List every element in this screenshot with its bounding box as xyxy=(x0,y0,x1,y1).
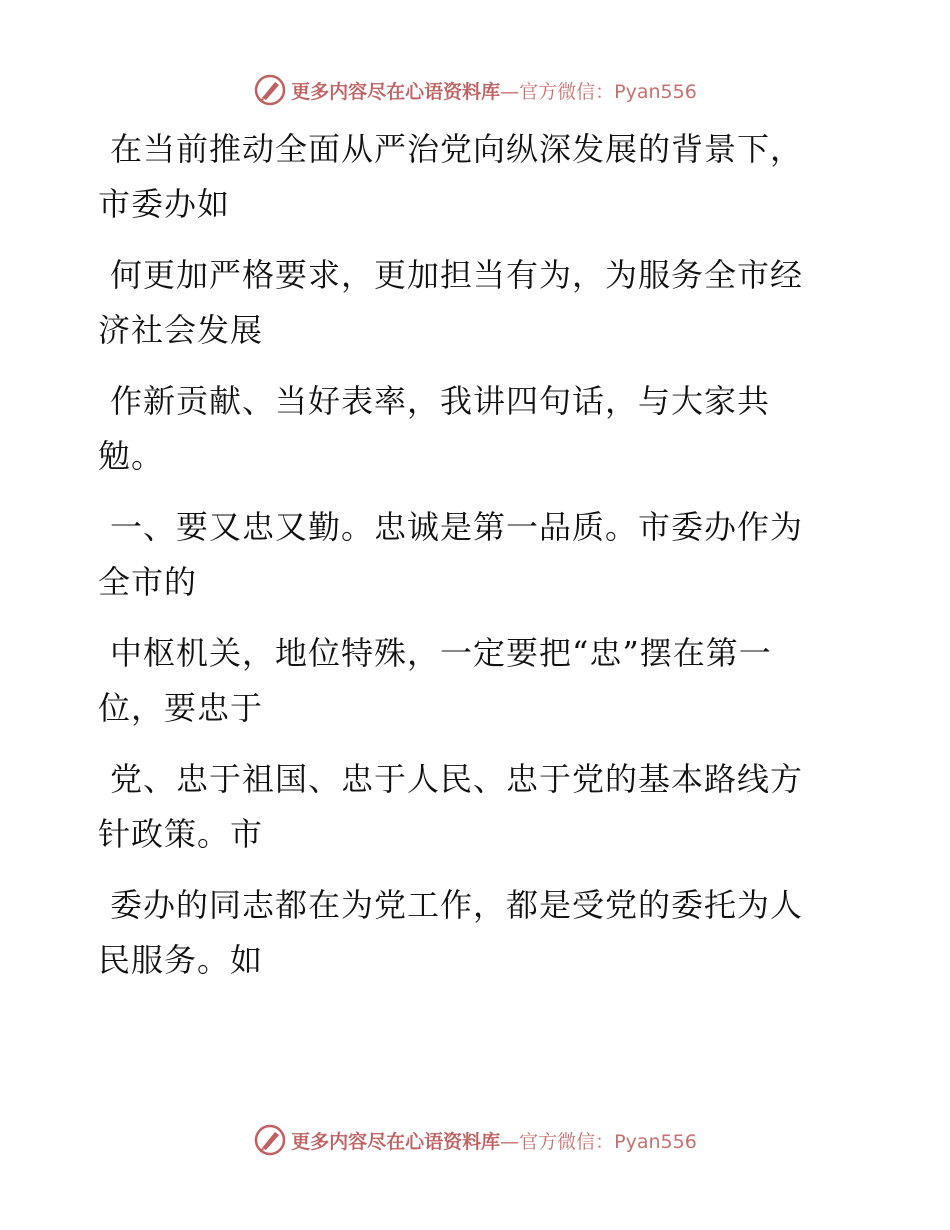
paragraph-line: 何更加严格要求，更加担当有为，为服务全市经 xyxy=(110,256,804,294)
paragraph-line: 委办的同志都在为党工作，都是受党的委托为人 xyxy=(110,886,804,924)
paragraph xyxy=(98,122,858,232)
header-watermark xyxy=(0,70,950,110)
watermark-text: 更多内容尽在心语资料库—官方微信：Pyan556 xyxy=(291,80,697,103)
pen-nib-logo-icon xyxy=(253,73,287,107)
paragraph-line: 作新贡献、当好表率，我讲四句话，与大家共 xyxy=(110,382,771,420)
paragraph xyxy=(98,248,858,358)
paragraph xyxy=(98,626,858,736)
paragraph-line: 济社会发展 xyxy=(98,311,264,349)
paragraph-line: 市委办如 xyxy=(98,185,231,223)
paragraph-line: 在当前推动全面从严治党向纵深发展的背景下， xyxy=(110,130,804,168)
paragraph xyxy=(98,500,858,610)
paragraph-line: 中枢机关，地位特殊，一定要把“忠”摆在第一 xyxy=(110,634,772,672)
paragraph xyxy=(98,878,858,988)
paragraph xyxy=(98,752,858,862)
paragraph-line: 民服务。如 xyxy=(98,941,264,979)
paragraph-line: 勉。 xyxy=(98,437,165,475)
paragraph-line: 针政策。市 xyxy=(98,815,264,853)
paragraph xyxy=(98,374,858,484)
pen-nib-logo-icon xyxy=(253,1123,287,1157)
paragraph-line: 全市的 xyxy=(98,563,198,601)
paragraph-line: 位，要忠于 xyxy=(98,689,264,727)
paragraph-line: 党、忠于祖国、忠于人民、忠于党的基本路线方 xyxy=(110,760,804,798)
watermark-text: 更多内容尽在心语资料库—官方微信：Pyan556 xyxy=(291,1130,697,1153)
paragraph-line: 一、要又忠又勤。忠诚是第一品质。市委办作为 xyxy=(110,508,804,546)
footer-watermark xyxy=(0,1120,950,1160)
document-body xyxy=(98,122,858,1004)
